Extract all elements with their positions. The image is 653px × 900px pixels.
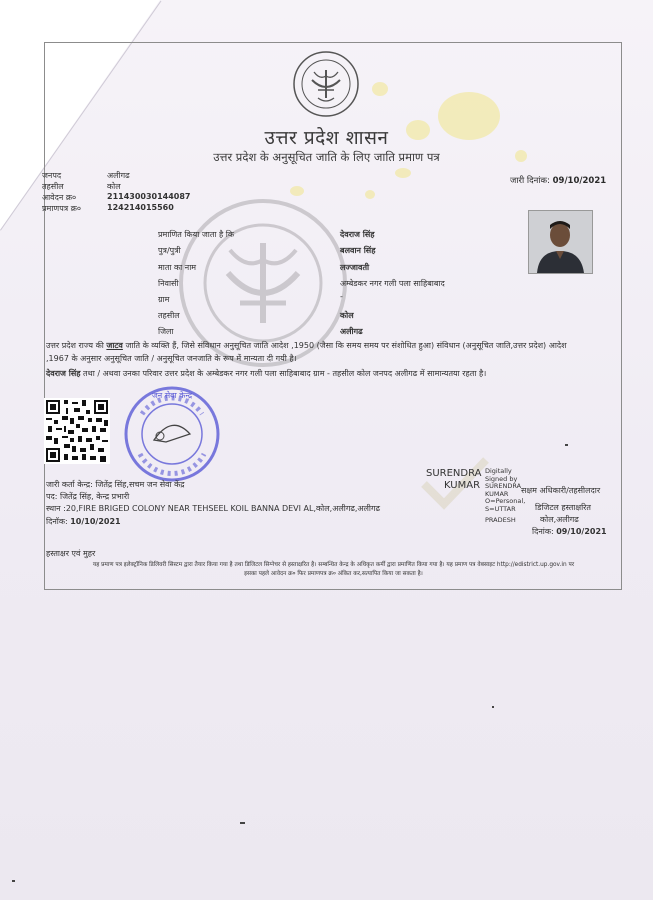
scan-speck [12,880,15,882]
digital-line: SURENDRA [485,482,522,490]
issue-date-value: 09/10/2021 [552,176,607,186]
application-no-value: 211430030144087 [107,192,191,201]
issuer-post [46,491,129,502]
issuer-date-label: दिनॉक: [46,517,68,526]
person-photo-icon [529,211,592,273]
certificate-subtitle: उत्तर प्रदेश के अनुसूचित जाति के लिए जाति प्रमाण पत्र [213,150,440,164]
signature-date-value: 09/10/2021 [556,527,607,536]
caste-name: जाटव [106,341,123,350]
issuer-post-label: पद: [46,492,58,501]
up-emblem-icon [292,50,360,118]
tehsil-label: तहसील [42,182,64,191]
mother-label: माता का नाम [158,263,197,272]
signer-name-line1: SURENDRA [426,468,482,479]
district-value: अलीगढ [107,171,130,180]
verification-note-line2: इसका पहले आवेदन क्र० फिर प्रमाणपत्र क्र० अंकित कर,सत्यापित किया जा सकता है। [244,571,423,577]
certificate-no-value: 124214015560 [107,203,174,212]
village-value: - [340,292,343,301]
digital-line: S=UTTAR [485,504,516,513]
digital-signature-detail [485,468,525,525]
digital-line: Signed by [485,474,518,483]
mother-value: लज्जावती [340,263,370,272]
father-label: पुत्र/पुत्री [158,246,181,255]
certified-value: देवराज सिंह [340,230,375,239]
scan-speck [492,706,494,708]
government-title: उत्तर प्रदेश शासन [264,127,389,149]
issuer-place-value: 20,FIRE BRIGED COLONY NEAR TEHSEEL KOIL BANNA DEVI AL,कोल,अलीगढ,अलीगढ [65,504,380,513]
statement-line3: तथा / अथवा उनका परिवार उत्तर प्रदेश के अम्बेडकर नगर गली पला साहिबाबाद ग्राम - तहसील कोल जनपद अलीगढ में सामान्यतया रहता है। [83,369,487,378]
caste-statement [46,340,616,352]
certified-label: प्रमाणित किया जाता है कि [158,230,235,239]
tehsil-detail-label: तहसील [158,311,180,320]
digital-line: Digitally [485,467,512,475]
digital-line: KUMAR [485,489,509,498]
signature-stamp-label: हस्ताक्षर एवं मुहर [46,549,96,558]
issue-date-label: जारी दिनांक: [510,176,550,186]
signer-name-line2: KUMAR [444,480,481,491]
village-label: ग्राम [158,295,170,304]
district-detail-value: अलीगढ [340,327,363,336]
signature-date [532,526,607,537]
resident-label: निवासी [158,279,179,288]
issuer-date-value: 10/10/2021 [70,517,121,526]
verification-note [46,561,621,579]
issuer-center-value: जितेंद्र सिंह,सचम जन सेवा केंद्र [95,480,185,489]
scan-speck [565,444,568,446]
tehsil-value: कोल [107,182,121,191]
scan-speck [240,822,245,824]
qr-code-icon[interactable] [44,398,110,464]
tehsil-detail-value: कोल [340,311,354,320]
statement-line2: ,1967 के अनुसार अनुसूचित जाति / अनुसूचित जनजाति के रूप में मान्यता दी गयी है। [46,354,297,363]
application-no-label: आवेदन क्र० [42,193,77,202]
statement-name: देवराज सिंह [46,369,81,378]
issuer-place-label: स्थान : [46,504,66,513]
issuer-center [46,479,185,490]
issuer-place [46,503,380,514]
certificate-no-label: प्रमाणपत्र क्र० [42,204,81,213]
issue-date [510,175,606,186]
statement-line1: जाति के व्यक्ति हैं, जिसे संविधान अनुसूचित जाति आदेश ,1950 (जैसा कि समय समय पर संशोधित हुआ) संविधान (अनुसूचित जाति,उत्तर प्रदेश) आदेश [125,341,567,350]
issuer-date [46,516,121,527]
district-label: जनपद [42,171,62,180]
applicant-photo [528,210,593,274]
residence-statement [46,368,616,380]
digital-line: PRADESH [485,516,516,524]
statement-prefix: उत्तर प्रदेश राज्य की [46,341,104,350]
signer-location: कोल,अलीगढ [540,515,579,524]
seal-text: जन सेवा केन्द्र [151,391,193,400]
digital-sign-label: डिजिटल हस्ताक्षरित [535,503,591,512]
district-detail-label: जिला [158,327,174,336]
signer-name [426,468,482,492]
father-value: बलवान सिंह [340,246,376,255]
verification-note-line1: यह प्रमाण पत्र इलेक्ट्रॉनिक डिलिवरी सिस्टम द्वारा तैयार किया गया है तथा डिजिटल सिग्नेचर से हस्ताक्षरित है। सम्बन्धित केन्द्र के अधिकृत कर्मी द्वारा प्रमाणित किया गया है। यह प्रमाण पत्र वेबसाइट http://edistrict.up.gov.in पर [92,562,575,568]
authority-title: सक्षम अधिकारी/तहसीलदार [521,486,601,495]
resident-value: अम्बेडकर नगर गली पला साहिबाबाद [340,279,445,288]
issuer-post-value: जितेंद्र सिंह, केन्द्र प्रभारी [60,492,130,501]
signature-date-label: दिनांक: [532,527,554,536]
jan-seva-kendra-seal-icon [122,384,222,484]
digital-line: O=Personal, [485,497,526,505]
issuer-center-label: जारी कर्ता केन्द्र: [46,480,93,489]
